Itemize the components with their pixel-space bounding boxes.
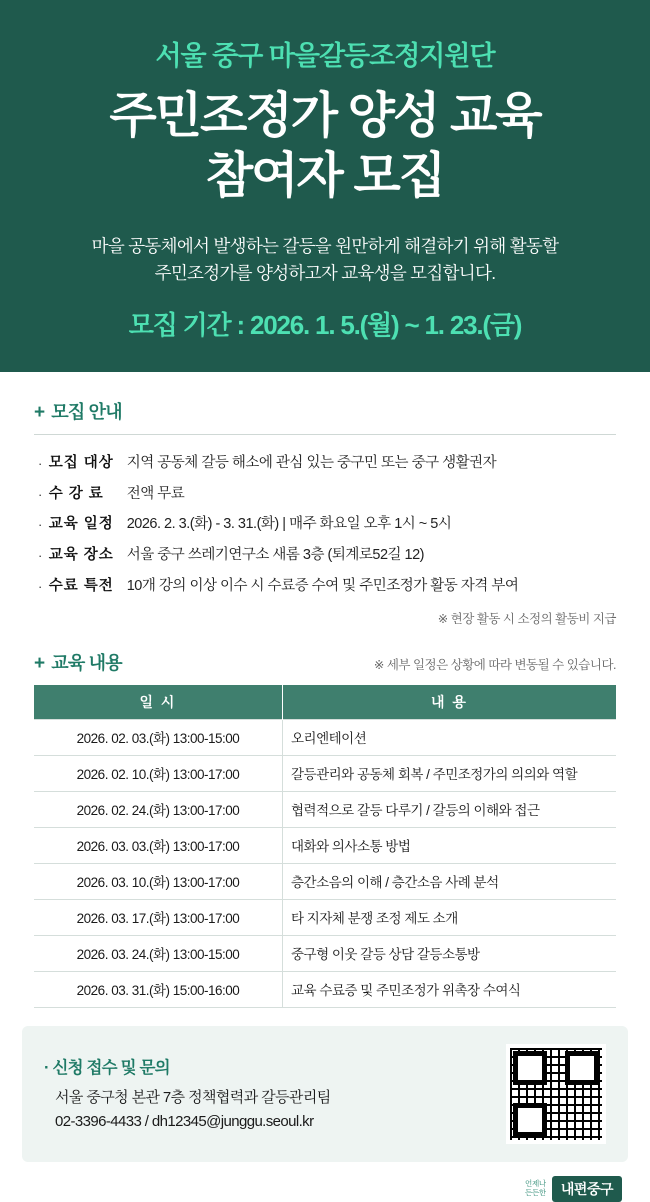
- page-title-line1: 주민조정가 양성 교육: [109, 89, 541, 143]
- list-item-label: 교육 장소: [48, 546, 114, 563]
- list-item-value: 10개 강의 이상 이수 시 수료증 수여 및 주민조정가 활동 자격 부여: [126, 577, 519, 594]
- list-item: [38, 571, 616, 602]
- cell-date: 2026. 03. 03.(화) 13:00-17:00: [34, 827, 283, 863]
- contact-box: [22, 1026, 628, 1162]
- section-heading-curriculum-row: [34, 649, 616, 675]
- page-title-line2: 참여자 모집: [205, 148, 445, 203]
- schedule-table: [34, 685, 616, 1008]
- table-row: [34, 755, 616, 791]
- table-row: [34, 863, 616, 899]
- list-item: [38, 479, 616, 510]
- guide-list: [34, 449, 616, 602]
- schedule-table-head: [34, 685, 616, 720]
- table-row: [34, 971, 616, 1007]
- bullet-icon: ·: [38, 547, 42, 563]
- cell-content: 층간소음의 이해 / 층간소음 사례 분석: [283, 863, 617, 899]
- divider: [34, 434, 616, 435]
- table-row: [34, 791, 616, 827]
- list-item-value: 서울 중구 쓰레기연구소 새롬 3층 (퇴계로52길 12): [126, 546, 425, 563]
- cell-date: 2026. 03. 24.(화) 13:00-15:00: [34, 935, 283, 971]
- bullet-icon: ·: [38, 517, 42, 533]
- cell-date: 2026. 03. 31.(화) 15:00-16:00: [34, 971, 283, 1007]
- section-heading-guide-label: 모집 안내: [51, 401, 122, 422]
- section-heading-curriculum: [34, 649, 122, 675]
- cell-date: 2026. 02. 03.(화) 13:00-15:00: [34, 719, 283, 755]
- section-heading-curriculum-label: 교육 내용: [51, 652, 122, 673]
- list-item: [38, 540, 616, 571]
- poster-body: [0, 372, 650, 1008]
- cell-date: 2026. 03. 17.(화) 13:00-17:00: [34, 899, 283, 935]
- cell-content: 오리엔테이션: [283, 719, 617, 755]
- list-item: [38, 449, 616, 480]
- list-item-label: 모집 대상: [48, 455, 114, 472]
- logo-badge: 내편중구: [552, 1176, 622, 1202]
- table-header-row: [34, 685, 616, 720]
- logo-tagline-line2: 든든한: [525, 1187, 546, 1197]
- header-description-line1: 마을 공동체에서 발생하는 갈등을 원만하게 해결하기 위해 활동할: [91, 235, 559, 256]
- table-row: [34, 899, 616, 935]
- guide-note: ※ 현장 활동 시 소정의 활동비 지급: [437, 611, 616, 626]
- bullet-icon: ·: [38, 578, 42, 594]
- cell-content: 갈등관리와 공동체 회복 / 주민조정가의 의의와 역할: [283, 755, 617, 791]
- header-description-line2: 주민조정가를 양성하고자 교육생을 모집합니다.: [154, 262, 496, 283]
- logo-tagline: [525, 1180, 546, 1197]
- qr-code-icon[interactable]: [506, 1044, 606, 1144]
- list-item: [38, 510, 616, 541]
- cell-date: 2026. 02. 24.(화) 13:00-17:00: [34, 791, 283, 827]
- plus-icon: +: [34, 401, 45, 423]
- bullet-icon: ·: [38, 486, 42, 502]
- schedule-table-body: [34, 719, 616, 1007]
- table-row: [34, 827, 616, 863]
- section-heading-guide: [34, 398, 616, 424]
- cell-content: 교육 수료증 및 주민조정가 위촉장 수여식: [283, 971, 617, 1007]
- plus-icon: +: [34, 652, 45, 674]
- header-subtitle: 서울 중구 마을갈등조정지원단: [155, 41, 495, 71]
- cell-content: 대화와 의사소통 방법: [283, 827, 617, 863]
- logo-tagline-line1: 언제나: [525, 1178, 546, 1188]
- list-item-label: 수료 특전: [48, 577, 114, 594]
- curriculum-note: ※ 세부 일정은 상황에 따라 변동될 수 있습니다.: [373, 657, 616, 672]
- cell-content: 협력적으로 갈등 다루기 / 갈등의 이해와 접근: [283, 791, 617, 827]
- bullet-icon: ·: [38, 456, 42, 472]
- contact-title: · 신청 접수 및 문의: [44, 1058, 170, 1077]
- column-header-content: 내 용: [283, 685, 617, 720]
- cell-date: 2026. 03. 10.(화) 13:00-17:00: [34, 863, 283, 899]
- contact-text: [44, 1054, 506, 1134]
- table-row: [34, 935, 616, 971]
- cell-content: 중구형 이웃 갈등 상담 갈등소통방: [283, 935, 617, 971]
- contact-address: 서울 중구청 본관 7층 정책협력과 갈등관리팀: [55, 1088, 331, 1106]
- recruitment-period: 모집 기간 : 2026. 1. 5.(월) ~ 1. 23.(금): [128, 309, 522, 340]
- list-item-label: 수 강 료: [48, 485, 104, 502]
- brand-logo: [0, 1162, 650, 1202]
- cell-date: 2026. 02. 10.(화) 13:00-17:00: [34, 755, 283, 791]
- contact-phone-email: 02-3396-4433 / dh12345@junggu.seoul.kr: [55, 1112, 314, 1130]
- list-item-value: 2026. 2. 3.(화) - 3. 31.(화) | 매주 화요일 오후 1시 ~ 5시: [126, 516, 452, 533]
- list-item-label: 교육 일정: [48, 516, 114, 533]
- page-title: [30, 87, 620, 207]
- cell-content: 타 지자체 분쟁 조정 제도 소개: [283, 899, 617, 935]
- list-item-value: 전액 무료: [126, 485, 185, 502]
- column-header-date: 일 시: [34, 685, 283, 720]
- table-row: [34, 719, 616, 755]
- header-description: [30, 233, 620, 287]
- list-item-value: 지역 공동체 갈등 해소에 관심 있는 중구민 또는 중구 생활권자: [126, 455, 497, 472]
- qr-finder-bottom-left: [513, 1103, 547, 1137]
- poster-header: [0, 0, 650, 372]
